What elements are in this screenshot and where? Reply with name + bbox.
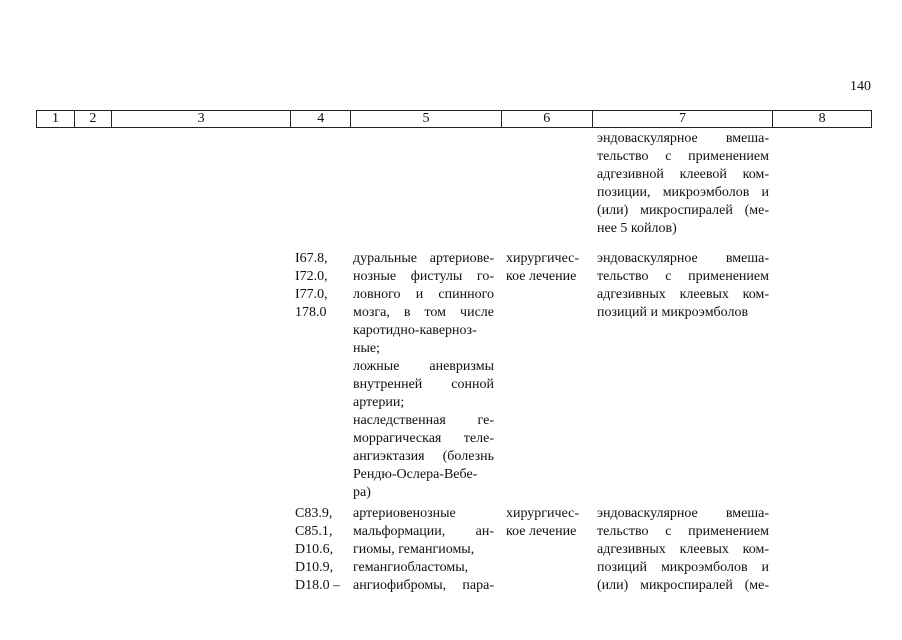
diagnosis-line: ангиофибромы, пара- — [353, 578, 494, 593]
method-line: позиций и микроэмболов — [597, 305, 749, 320]
entry-1-method — [597, 250, 769, 322]
diagnosis-line: дуральные артериове- — [353, 251, 494, 266]
treatment-line: хирургичес- — [506, 251, 580, 266]
entry-2-diagnosis — [353, 505, 494, 595]
diagnosis-code: D10.9, — [295, 560, 334, 575]
column-header-1: 1 — [37, 111, 75, 127]
diagnosis-line: ангиэктазия (болезнь — [353, 449, 494, 464]
column-header-8: 8 — [818, 111, 826, 126]
method-line: эндоваскулярное вмеша- — [597, 506, 769, 521]
method-line: эндоваскулярное вмеша- — [597, 251, 769, 266]
diagnosis-line: ные; — [353, 341, 381, 356]
diagnosis-code: D10.6, — [295, 542, 334, 557]
diagnosis-line: моррагическая теле- — [353, 431, 494, 446]
entry-2-treatment — [506, 505, 592, 541]
method-line: адгезивных клеевых ком- — [597, 287, 769, 302]
method-line: нее 5 койлов) — [597, 221, 677, 236]
column-header-7: 7 — [593, 111, 774, 127]
method-line: эндоваскулярное вмеша- — [597, 131, 769, 146]
diagnosis-line: ложные аневризмы — [353, 359, 494, 374]
column-header-3: 3 — [112, 111, 292, 127]
diagnosis-code: C85.1, — [295, 524, 333, 539]
diagnosis-line: внутренней сонной — [353, 377, 494, 392]
method-line: тельство с применением — [597, 149, 769, 164]
method-line: тельство с применением — [597, 524, 769, 539]
diagnosis-line: каротидно-кавернoз- — [353, 323, 477, 338]
diagnosis-line: Рендю-Ослера-Вебе- — [353, 467, 478, 482]
diagnosis-code: C83.9, — [295, 506, 333, 521]
method-line: тельство с применением — [597, 269, 769, 284]
method-line: адгезивной клеевой ком- — [597, 167, 769, 182]
entry-2-codes — [295, 505, 351, 595]
column-header-2: 2 — [75, 111, 112, 127]
treatment-line: кое лечение — [506, 269, 577, 284]
diagnosis-line: гемангиобластомы, — [353, 560, 469, 575]
diagnosis-line: артерии; — [353, 395, 405, 410]
diagnosis-line: артериовенозные — [353, 506, 456, 521]
diagnosis-line: ра) — [353, 485, 371, 500]
diagnosis-line: мальформации, ан- — [353, 524, 494, 539]
diagnosis-code: I67.8, — [295, 251, 328, 266]
table-header-row — [36, 110, 872, 128]
method-line: позиции, микроэмболов и — [597, 185, 769, 200]
entry-1-diagnosis — [353, 250, 494, 502]
column-header-5: 5 — [351, 111, 502, 127]
entry-1-treatment — [506, 250, 592, 286]
treatment-line: кое лечение — [506, 524, 577, 539]
diagnosis-code: D18.0 – — [295, 578, 341, 593]
entry-2-method — [597, 505, 769, 595]
diagnosis-line: нозные фистулы го- — [353, 269, 494, 284]
diagnosis-code: 178.0 — [295, 305, 327, 320]
method-line: позиций микроэмболов и — [597, 560, 769, 575]
column-header-6: 6 — [502, 111, 593, 127]
treatment-line: хирургичес- — [506, 506, 580, 521]
method-line: адгезивных клеевых ком- — [597, 542, 769, 557]
diagnosis-code: I77.0, — [295, 287, 328, 302]
method-line: (или) микроспиралей (ме- — [597, 578, 769, 593]
entry-1-codes — [295, 250, 351, 322]
method-line: (или) микроспиралей (ме- — [597, 203, 769, 218]
page-number: 140 — [850, 79, 871, 94]
column-header-4: 4 — [291, 111, 351, 127]
diagnosis-line: наследственная ге- — [353, 413, 494, 428]
diagnosis-line: ловного и спинного — [353, 287, 494, 302]
diagnosis-code: I72.0, — [295, 269, 328, 284]
diagnosis-line: гиомы, гемангиомы, — [353, 542, 475, 557]
continuation-method — [597, 130, 769, 238]
diagnosis-line: мозга, в том числе — [353, 305, 494, 320]
